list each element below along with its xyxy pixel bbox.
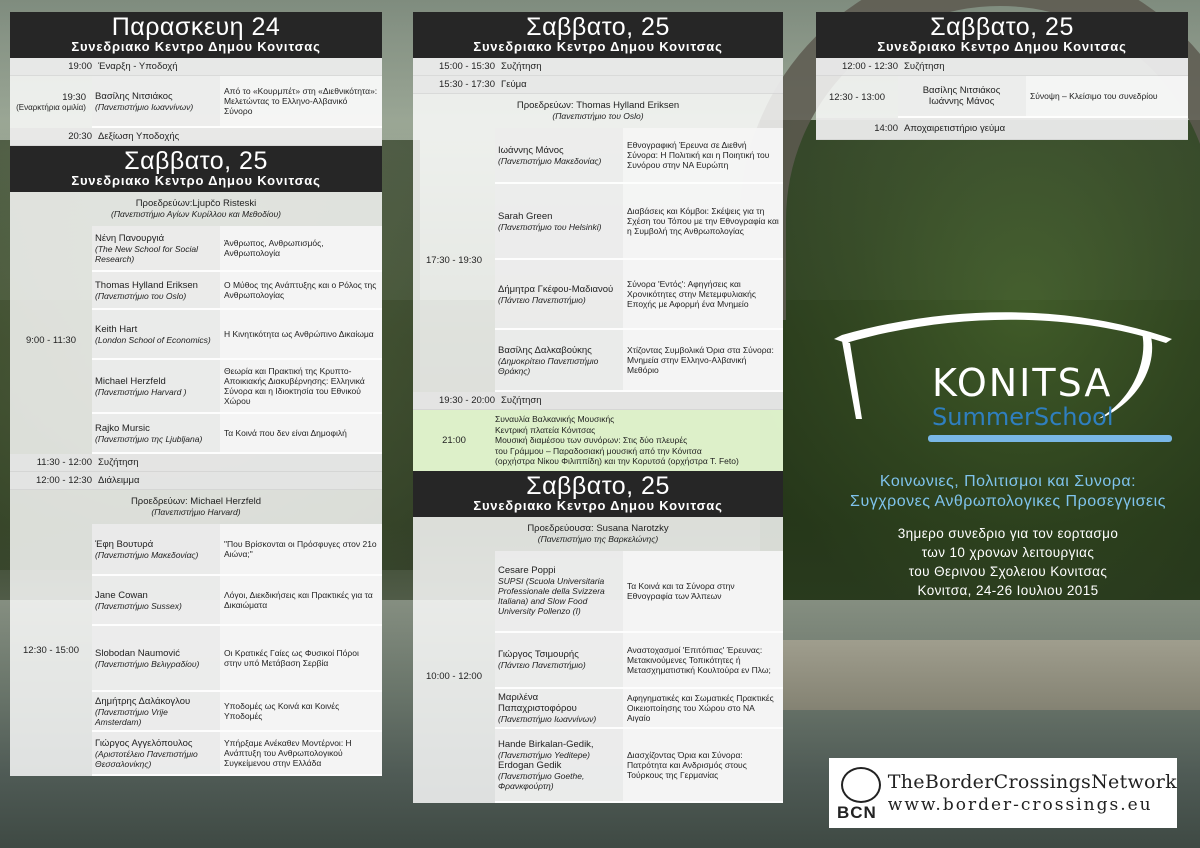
day-title: Παρασκευη 24	[111, 13, 281, 41]
day-title: Σαββατο, 25	[124, 147, 268, 175]
closing-session	[816, 76, 1188, 118]
session-block	[10, 226, 382, 454]
talk-item	[92, 414, 382, 454]
row-time: 19:30 - 20:00	[439, 395, 495, 406]
bcn-logo-icon	[835, 763, 878, 823]
speaker-name: Γιώργος Τσιμουρής	[498, 649, 579, 660]
chair-name: Προεδρεύων: Thomas Hylland Eriksen	[516, 100, 680, 111]
speaker-name: Δημήτρης Δαλάκογλου	[95, 695, 191, 707]
speaker-name: Έφη Βουτυρά	[95, 538, 154, 550]
speaker-affiliation: (Πανεπιστήμιο του Oslo)	[95, 290, 187, 301]
session-block	[10, 524, 382, 776]
row-label: Συζήτηση	[501, 61, 542, 72]
logo-underline	[928, 435, 1172, 442]
talk-title: Τα Κοινά και τα Σύνορα στην Εθνογραφία των Άλπεων	[623, 551, 783, 631]
talk-item	[495, 633, 783, 689]
speaker-name: Slobodan Naumović	[95, 647, 181, 659]
border-crossings-network-banner[interactable]	[829, 758, 1177, 828]
session-time: 12:30 - 15:00	[23, 644, 79, 656]
speaker-name: Hande Birkalan-Gedik,	[498, 738, 594, 750]
talk-title: Οι Κρατικές Γαίες ως Φυσικοί Πόροι στην υπό Μετάβαση Σερβία	[220, 626, 382, 690]
talk-title: Από το «Κουρμπέτ» στη «Διεθνικότητα»: Μελετώντας το Ελληνο-Αλβανικό Σύνορο	[220, 76, 382, 126]
row-time: 12:00 - 12:30	[842, 61, 898, 72]
talk-title: Σύνορα 'Εντός': Αφηγήσεις και Χρονικότητες στην Μετεμφυλιακής Εποχής με Αφορμή ένα Μνημείο	[623, 260, 783, 328]
talk-item	[92, 732, 382, 776]
schedule-row	[10, 472, 382, 490]
speaker-name: Michael Herzfeld	[95, 375, 166, 387]
speaker-name: Erdogan Gedik	[498, 759, 562, 771]
talk-title: Υπήρξαμε Ανέκαθεν Μοντέρνοι: Η Ανάπτυξη του Ανθρωπολογικού Συγκείμενου στην Ελλάδα	[220, 732, 382, 774]
speaker-name: Thomas Hylland Eriksen	[95, 279, 198, 291]
schedule-column-2	[413, 12, 783, 803]
speaker-name: Μαριλένα Παπαχριστοφόρου	[498, 691, 577, 714]
row-time: 14:00	[874, 123, 898, 134]
speaker-affiliation: (Πανεπιστήμιο Goethe, Φρανκφούρτη)	[498, 770, 585, 791]
row-time: 12:00 - 12:30	[36, 475, 92, 486]
event-line: Κονιτσα, 24-26 Ιουλιου 2015	[917, 583, 1099, 598]
day-header-saturday	[816, 12, 1188, 58]
talk-item	[92, 310, 382, 360]
chair-affiliation: (Πανεπιστήμιο του Oslo)	[552, 111, 644, 121]
speaker-affiliation: (Πανεπιστήμιο Sussex)	[95, 600, 182, 611]
conference-theme	[820, 472, 1196, 512]
speaker-name: Cesare Poppi	[498, 565, 556, 576]
speaker-name: Νένη Πανουργιά	[95, 232, 165, 244]
day-header-friday	[10, 12, 382, 58]
speaker-name: Ιωάννης Μάνος	[928, 96, 995, 107]
event-line: του Θερινου Σχολειου Κονιτσας	[908, 564, 1108, 579]
session-time: 17:30 - 19:30	[426, 254, 482, 266]
chair-affiliation: (Πανεπιστήμιο Harvard)	[151, 507, 241, 517]
speaker-name: Γιώργος Αγγελόπουλος	[95, 737, 193, 749]
schedule-column-3	[816, 12, 1188, 140]
concert-line: (ορχήστρα Νίκου Φιλιππίδη) και την Κορυτσά (ορχήστρα Τ. Feto)	[495, 456, 739, 466]
speaker-affiliation: (Πανεπιστήμιο Ιωαννίνων)	[95, 101, 194, 112]
session-block	[413, 128, 783, 392]
row-time: 15:30 - 17:30	[439, 79, 495, 90]
row-time: 20:30	[68, 131, 92, 142]
schedule-row	[413, 76, 783, 94]
talk-title: Ο Μύθος της Ανάπτυξης και ο Ρόλος της Ανθρωπολογίας	[220, 272, 382, 308]
venue-title: Συνεδριακο Κεντρο Δημου Κονιτσας	[473, 497, 723, 513]
talk-title: Άνθρωπος, Ανθρωπισμός, Ανθρωπολογία	[220, 226, 382, 270]
bcn-name: TheBorderCrossingsNetwork	[887, 771, 1177, 793]
row-time: 15:00 - 15:30	[439, 61, 495, 72]
row-time: 19:30	[62, 92, 86, 103]
chair-name: Προεδρεύων: Michael Herzfeld	[130, 496, 262, 507]
row-time: 19:00	[68, 61, 92, 72]
opening-lecture	[10, 76, 382, 128]
talk-title: Η Κινητικότητα ως Ανθρώπινο Δικαίωμα	[220, 310, 382, 358]
speaker-affiliation: (The New School for Social Research)	[95, 243, 198, 264]
speaker-name: Βασίλης Νιτσιάκος	[922, 85, 1001, 96]
konitsa-summer-school-logo	[820, 295, 1180, 455]
logo-title: KONITSA	[932, 361, 1113, 405]
day-header-saturday-2	[413, 471, 783, 517]
bcn-url-link[interactable]: www.border-crossings.eu	[887, 795, 1153, 815]
schedule-row	[816, 58, 1188, 76]
speaker-name: Rajko Mursic	[95, 422, 150, 434]
session-chair	[10, 490, 382, 524]
chair-name: Προεδρεύων:Ljupčo Risteski	[135, 198, 257, 209]
talk-item	[495, 729, 783, 803]
chair-affiliation: (Πανεπιστήμιο της Βαρκελώνης)	[537, 533, 659, 544]
talk-item	[92, 272, 382, 310]
speaker-affiliation: (Πάντειο Πανεπιστήμιο)	[498, 294, 586, 305]
speaker-affiliation: (Πανεπιστήμιο της Ljubljana)	[95, 433, 203, 444]
speaker-affiliation: (Πανεπιστήμιο Μακεδονίας)	[498, 155, 602, 166]
speaker-affiliation: (Πανεπιστήμιο Ιωαννίνων)	[498, 713, 597, 724]
speaker-affiliation: (Δημοκρίτειο Πανεπιστήμιο Θράκης)	[498, 355, 599, 376]
talk-item	[92, 692, 382, 732]
schedule-row	[10, 454, 382, 472]
talk-title: Υποδομές ως Κοινά και Κοινές Υποδομές	[220, 692, 382, 730]
logo-subtitle: SummerSchool	[932, 403, 1114, 431]
speaker-affiliation: (Πανεπιστήμιο Vrije Amsterdam)	[95, 706, 168, 727]
speaker-name: Δήμητρα Γκέφου-Μαδιανού	[498, 283, 614, 295]
concert-line: του Γράμμου – Παραδοσιακή μουσική από την Κόνιτσα	[495, 445, 702, 456]
talk-title: Διαβάσεις και Κόμβοι: Σκέψεις για τη Σχέση του Τόπου με την Εθνογραφία και η Συμβολή της Ανθρωπολογίας	[623, 184, 783, 258]
talk-item	[92, 626, 382, 692]
speaker-affiliation: (London School of Economics)	[95, 334, 211, 345]
schedule-row	[10, 58, 382, 76]
theme-line: Κοινωνιες, Πολιτισμοι και Συνορα:	[879, 473, 1137, 490]
row-label: Συζήτηση	[98, 457, 139, 468]
session-chair	[413, 94, 783, 128]
speaker-affiliation: (Πάντειο Πανεπιστήμιο)	[498, 660, 586, 670]
concert-row	[413, 410, 783, 471]
venue-title: Συνεδριακο Κεντρο Δημου Κονιτσας	[71, 173, 321, 188]
bcn-logo-letters: BCN	[837, 803, 877, 822]
speaker-name: Keith Hart	[95, 323, 138, 335]
day-title: Σαββατο, 25	[526, 471, 670, 500]
talk-title: Χτίζοντας Συμβολικά Όρια στα Σύνορα: Μνημεία στην Ελληνο-Αλβανική Μεθόριο	[623, 330, 783, 390]
concert-line: Κεντρική πλατεία Κόνιτσας	[495, 424, 596, 435]
schedule-row	[413, 58, 783, 76]
talk-item	[92, 576, 382, 626]
row-label: Γεύμα	[501, 79, 527, 90]
speaker-affiliation: (Πανεπιστήμιο Μακεδονίας)	[95, 549, 199, 560]
row-label: Συζήτηση	[501, 395, 542, 406]
concert-line: Μουσική διαμέσου των συνόρων: Στις δύο πλευρές	[495, 435, 688, 445]
speaker-name: Ιωάννης Μάνος	[498, 144, 564, 156]
event-line: 3ημερο συνεδριο για τον εορτασμο	[897, 526, 1119, 541]
chair-name: Προεδρεύουσα: Susana Narotzky	[527, 522, 669, 534]
speaker-name: Βασίλης Δαλκαβούκης	[498, 344, 592, 356]
talk-item	[495, 260, 783, 330]
talk-item	[495, 184, 783, 260]
venue-title: Συνεδριακο Κεντρο Δημου Κονιτσας	[877, 39, 1127, 54]
speaker-name: Sarah Green	[498, 210, 553, 222]
venue-title: Συνεδριακο Κεντρο Δημου Κονιτσας	[473, 39, 723, 54]
speaker-affiliation: (Πανεπιστήμιο Βελιγραδίου)	[95, 658, 200, 669]
talk-title: Αφηγηματικές και Σωματικές Πρακτικές Οικειοποίησης του Χώρου στο ΝΑ Αιγαίο	[623, 689, 783, 727]
speaker-affiliation: (Πανεπιστήμιο του Helsinki)	[498, 221, 602, 232]
row-subtitle: (Εναρκτήρια ομιλία)	[16, 103, 86, 112]
speaker-name: Βασίλης Νιτσιάκος	[95, 90, 173, 102]
speaker-affiliation: (Πανεπιστήμιο Harvard )	[95, 386, 187, 397]
speaker-affiliation: (Πανεπιστήμιο Yeditepe)	[498, 749, 590, 760]
concert-time: 21:00	[442, 434, 466, 446]
row-label: Αποχαιρετιστήριο γεύμα	[904, 123, 1006, 134]
event-line: των 10 χρονων λειτουργιας	[921, 545, 1095, 560]
talk-item	[92, 360, 382, 414]
session-chair	[413, 517, 783, 551]
theme-line: Συγχρονες Ανθρωπολογικες Προσεγγισεις	[850, 493, 1166, 510]
concert-line: Συναυλία Βαλκανικής Μουσικής	[495, 414, 615, 424]
day-header-saturday	[413, 12, 783, 58]
speaker-affiliation: SUPSI (Scuola Universitaria Professionale della Svizzera Italiana) and Slow Food University Pollenzo (I)	[498, 576, 605, 616]
talk-item	[92, 524, 382, 576]
row-time: 11:30 - 12:00	[36, 457, 92, 468]
talk-item	[495, 551, 783, 633]
row-label: Διάλειμμα	[98, 475, 140, 486]
concert-description	[495, 414, 783, 467]
chair-affiliation: (Πανεπιστήμιο Αγίων Κυρίλλου και Μεθοδίου)	[111, 209, 281, 219]
talk-title: Θεωρία και Πρακτική της Κρυπτο-Αποικιακής Διακυβέρνησης: Ελληνικά Σύνορα και η Ιδιοκτησία του Εθνικού Χώρου	[220, 360, 382, 412]
talk-title: Λόγοι, Διεκδικήσεις και Πρακτικές για τα Δικαιώματα	[220, 576, 382, 624]
session-block	[413, 551, 783, 803]
schedule-row	[816, 118, 1188, 140]
session-time: 12:30 - 13:00	[829, 91, 885, 103]
row-label: Συζήτηση	[904, 61, 945, 72]
talk-title: Τα Κοινά που δεν είναι Δημοφιλή	[220, 414, 382, 452]
speaker-name: Jane Cowan	[95, 589, 148, 601]
schedule-row	[413, 392, 783, 410]
event-description	[820, 524, 1196, 600]
schedule-row	[10, 128, 382, 146]
day-title: Σαββατο, 25	[526, 13, 670, 41]
row-label: Δεξίωση Υποδοχής	[98, 131, 180, 142]
session-time: 10:00 - 12:00	[426, 671, 482, 682]
talk-title: Σύνοψη – Κλείσιμο του συνεδρίου	[1026, 76, 1188, 116]
session-time: 9:00 - 11:30	[25, 334, 76, 346]
schedule-column-1	[10, 12, 382, 776]
talk-title: "Που Βρίσκονται οι Πρόσφυγες στον 21ο Αιώνα;"	[220, 524, 382, 574]
talk-item	[92, 226, 382, 272]
session-chair	[10, 192, 382, 226]
talk-item	[495, 128, 783, 184]
talk-title: Αναστοχασμοί 'Επιτόπιας' Έρευνας: Μετακινούμενες Τοπικότητες ή Μετασχηματιστική Κουλτούρα εν Πλω;	[623, 633, 783, 687]
row-label: Έναρξη - Υποδοχή	[98, 61, 178, 72]
speaker-affiliation: (Αριστοτέλειο Πανεπιστήμιο Θεσσαλονίκης)	[95, 748, 198, 769]
talk-item	[495, 330, 783, 392]
day-title: Σαββατο, 25	[930, 13, 1074, 41]
venue-title: Συνεδριακο Κεντρο Δημου Κονιτσας	[71, 39, 321, 54]
talk-title: Εθνογραφική Έρευνα σε Διεθνή Σύνορα: Η Πολιτική και η Ποιητική του Συνόρου στην ΝΑ Ευρώπη	[623, 128, 783, 182]
talk-item	[495, 689, 783, 729]
talk-title: Διασχίζοντας Όρια και Σύνορα: Πατρότητα και Ανδρισμός στους Τούρκους της Γερμανίας	[623, 729, 783, 801]
day-header-saturday	[10, 146, 382, 192]
